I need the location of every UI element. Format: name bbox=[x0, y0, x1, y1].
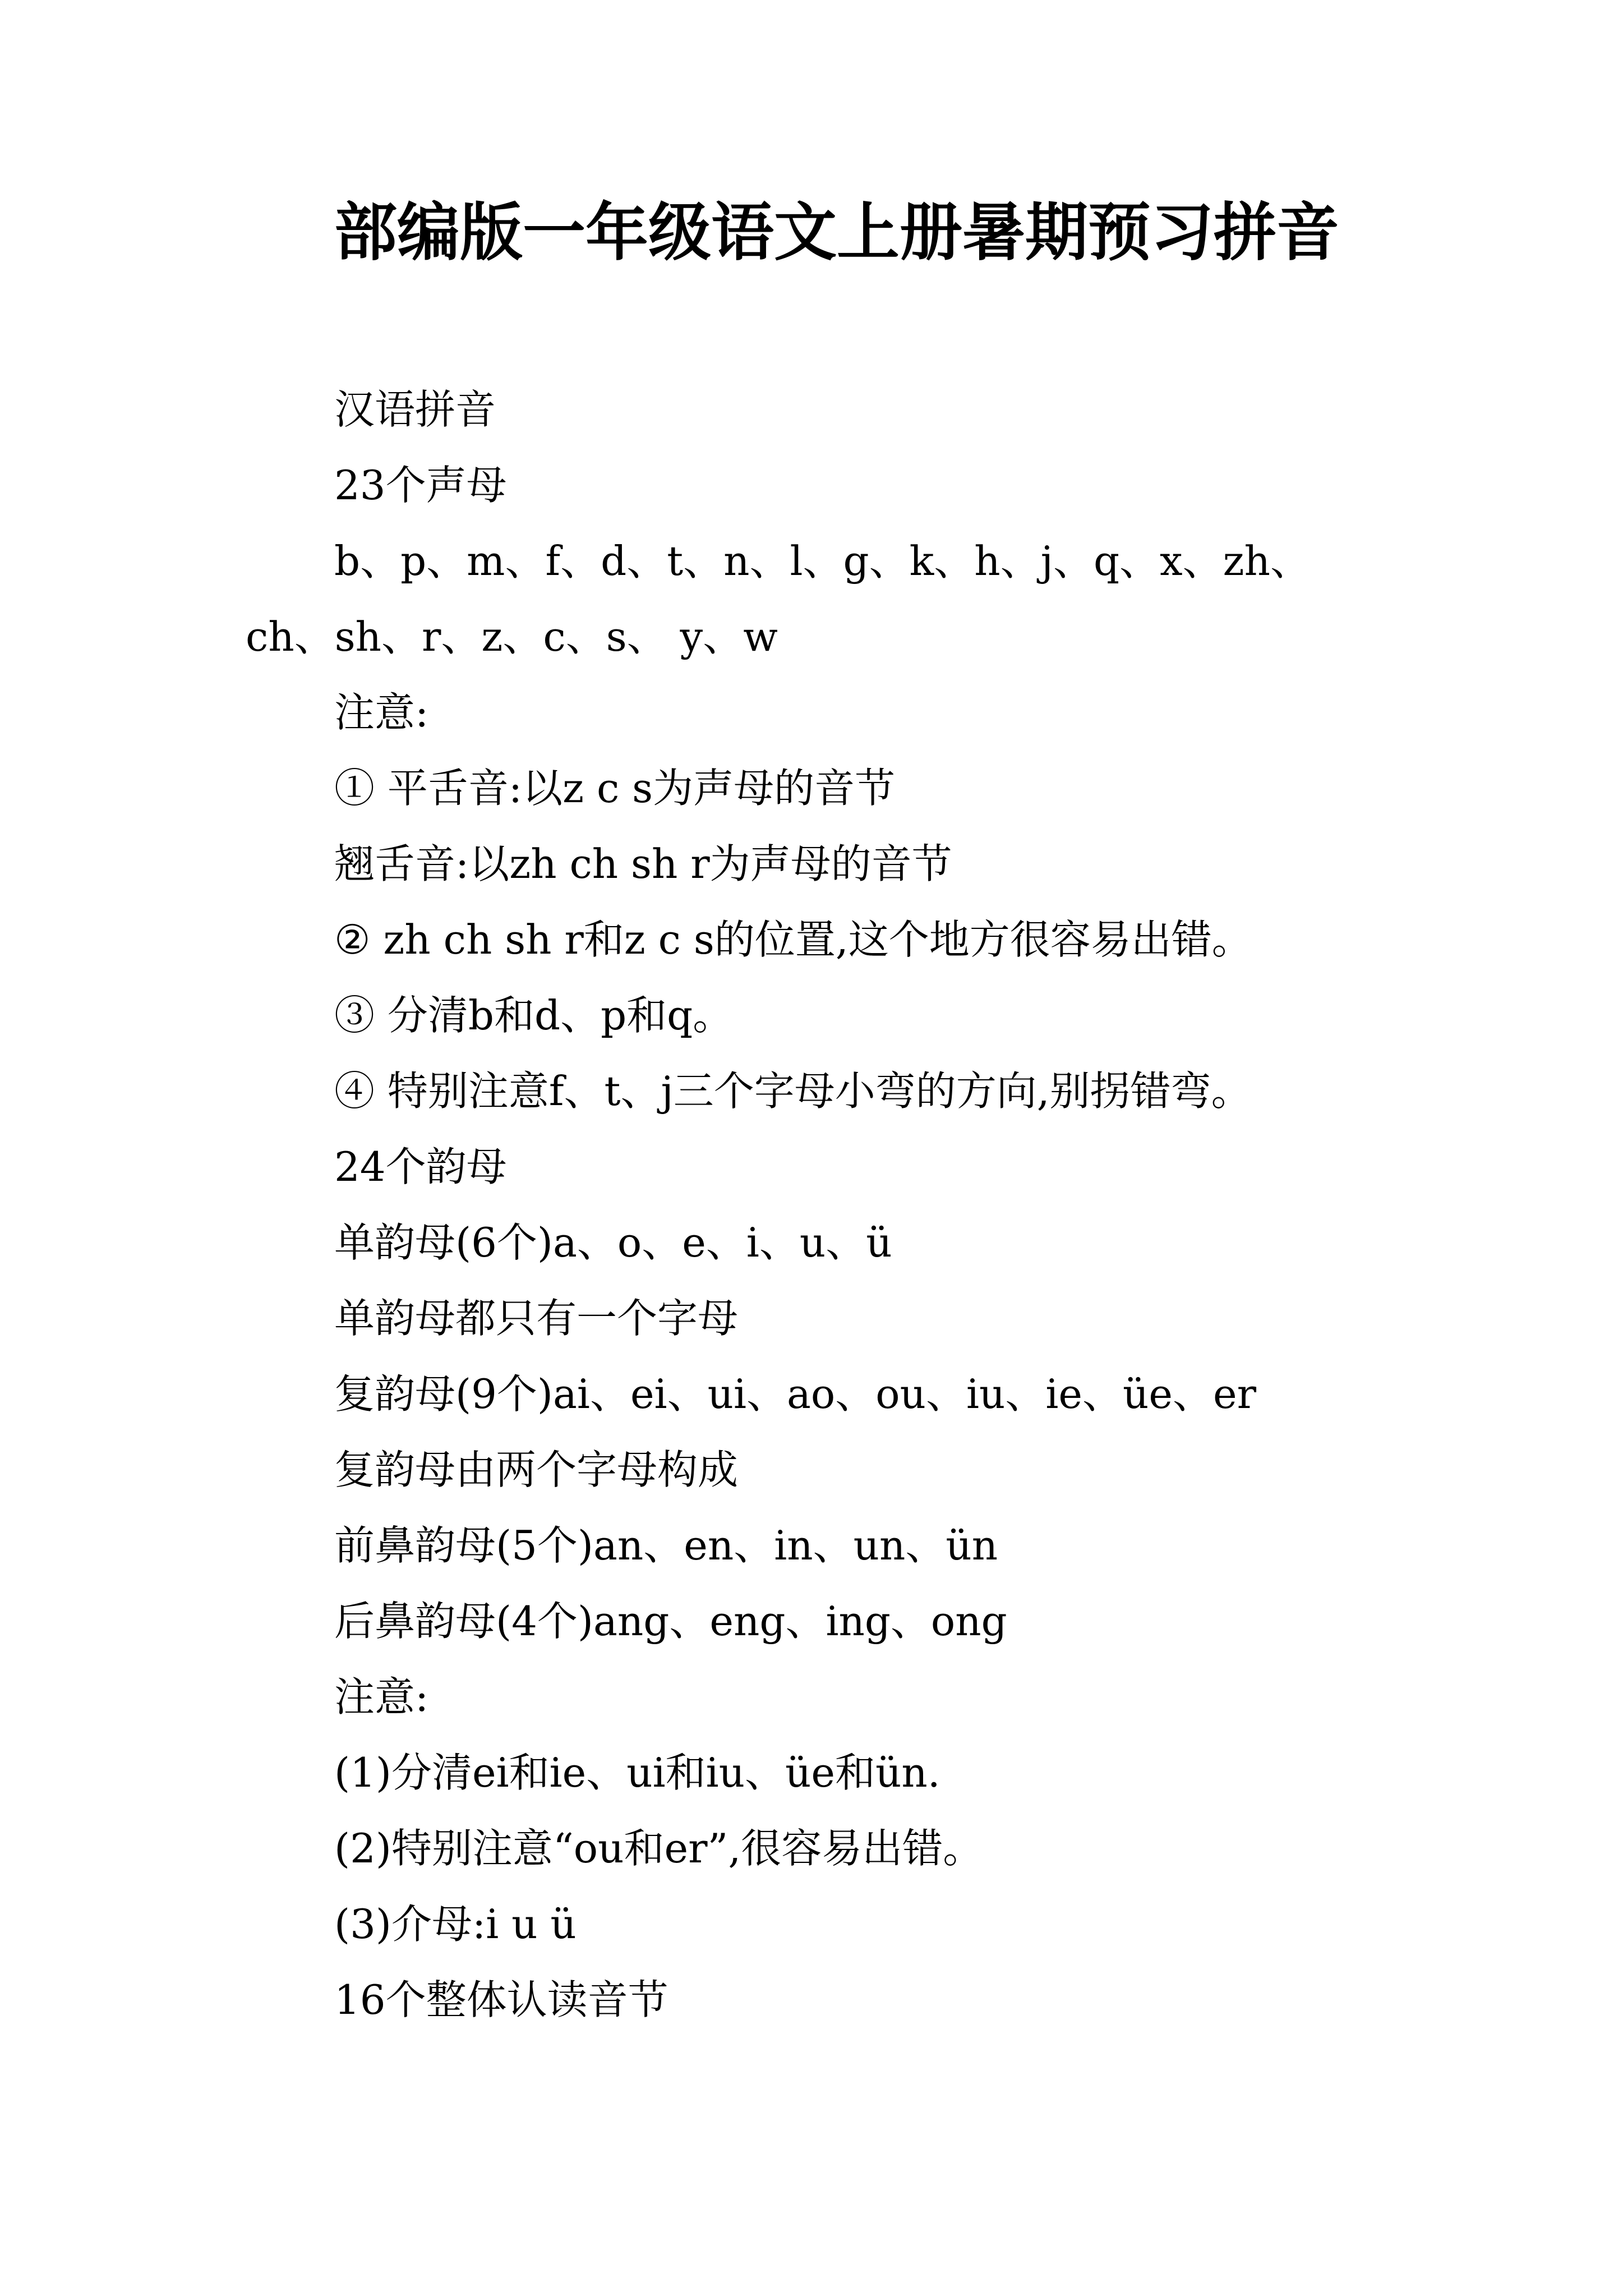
finals-item: 后鼻韵母(4个)ang、eng、ing、ong bbox=[334, 1598, 1007, 1645]
note-item: (3)介母:i u ü bbox=[334, 1901, 577, 1948]
note-item: ④ 特别注意f、t、j三个字母小弯的方向,别拐错弯。 bbox=[334, 1068, 1252, 1115]
finals-item: 复韵母(9个)ai、ei、ui、ao、ou、iu、ie、üe、er bbox=[334, 1370, 1257, 1418]
whole-syllables-heading: 16个整体认读音节 bbox=[334, 1976, 668, 2023]
note-item: ② zh ch sh r和z c s的位置,这个地方很容易出错。 bbox=[334, 916, 1252, 963]
note-item: (1)分清ei和ie、ui和iu、üe和ün. bbox=[334, 1749, 940, 1796]
note-heading: 注意: bbox=[334, 1673, 429, 1720]
note-item: ③ 分清b和d、p和q。 bbox=[334, 992, 734, 1039]
note-item: ① 平舌音:以z c s为声母的音节 bbox=[334, 765, 896, 812]
finals-item: 前鼻韵母(5个)an、en、in、un、ün bbox=[334, 1522, 998, 1569]
document-title: 部编版一年级语文上册暑期预习拼音 bbox=[334, 196, 1339, 269]
section-heading-pinyin: 汉语拼音 bbox=[334, 386, 496, 433]
note-item: (2)特别注意“ou和er”,很容易出错。 bbox=[334, 1825, 984, 1872]
initials-list-line-2: ch、sh、r、z、c、s、 y、w bbox=[246, 613, 778, 660]
note-item: 翘舌音:以zh ch sh r为声母的音节 bbox=[334, 840, 952, 887]
finals-item: 复韵母由两个字母构成 bbox=[334, 1446, 739, 1493]
initials-heading: 23个声母 bbox=[334, 462, 507, 509]
finals-item: 单韵母(6个)a、o、e、i、u、ü bbox=[334, 1219, 892, 1266]
note-heading: 注意: bbox=[334, 689, 429, 736]
finals-heading: 24个韵母 bbox=[334, 1143, 507, 1190]
initials-list-line-1: b、p、m、f、d、t、n、l、g、k、h、j、q、x、zh、 bbox=[334, 537, 1311, 585]
finals-item: 单韵母都只有一个字母 bbox=[334, 1295, 739, 1342]
